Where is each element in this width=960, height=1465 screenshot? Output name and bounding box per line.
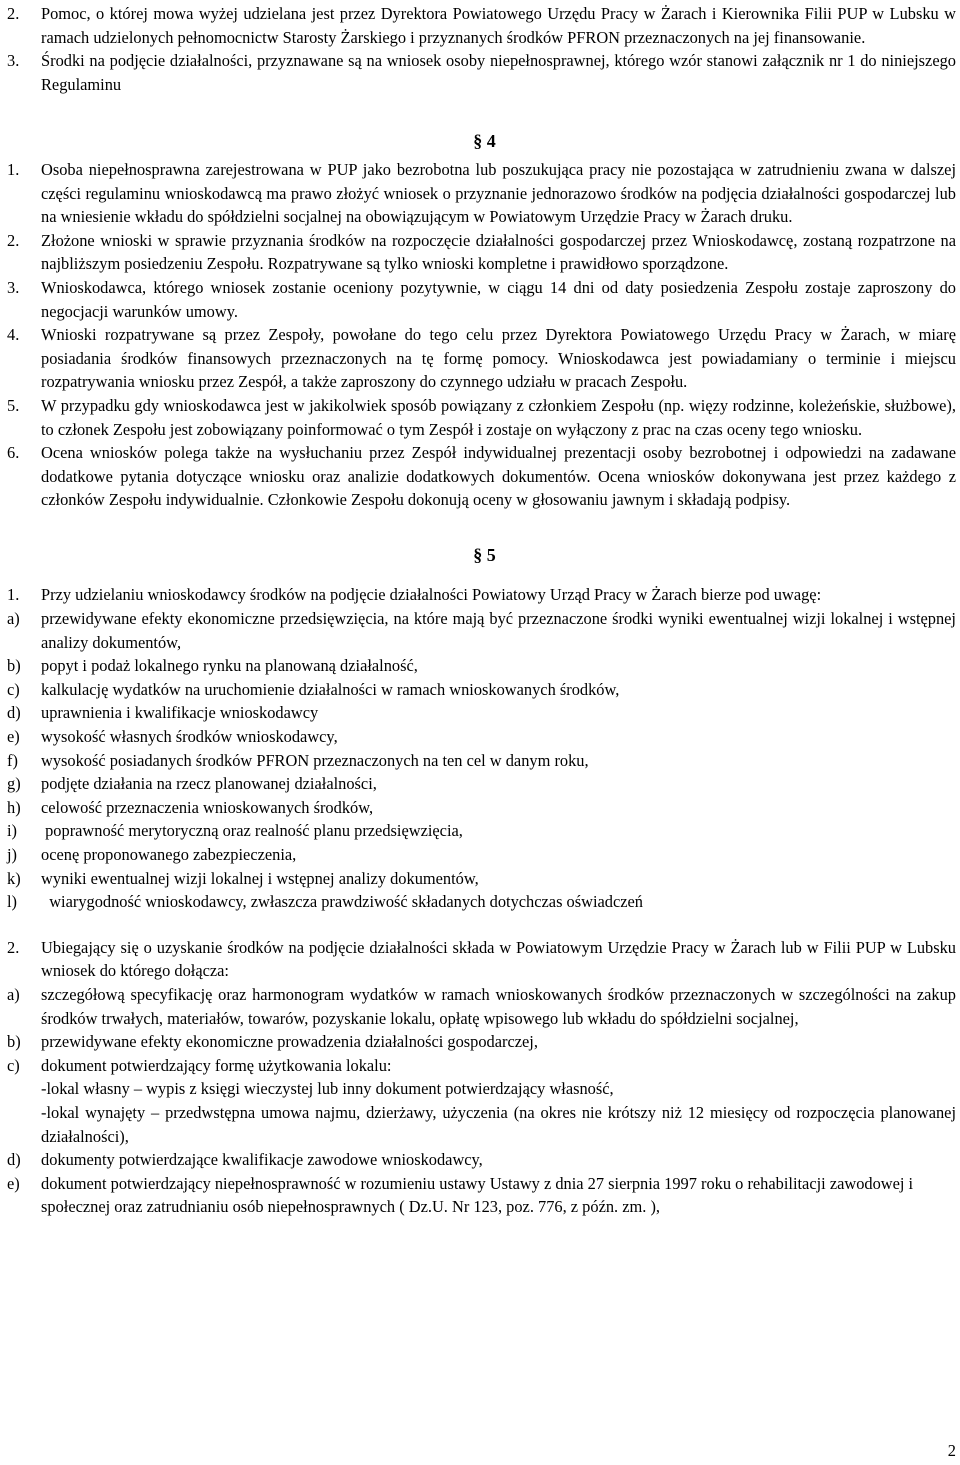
item-number: 1.: [7, 585, 20, 605]
item-number: 2.: [7, 230, 20, 250]
item-text: szczegółową specyfikację oraz harmonogram wydatków w ramach wnioskowanych środków przeznaczonych w szczególności na zakup środków trwałych, materiałów, towarów, pozyskanie lokalu, opłatę wpisowego lub wkładu do spółdzielni socjalnej,: [41, 984, 956, 1028]
item-text: ocenę proponowanego zabezpieczenia,: [41, 845, 297, 864]
item-text: Złożone wnioski w sprawie przyznania środków na rozpoczęcie działalności gospodarczej przez Wnioskodawcę, zostaną rozpatrzone na najbliższym posiedzeniu Zespołu. Rozpatrywane są tylko wnioski kompletne i prawidłowo sporządzone.: [41, 230, 956, 274]
sub-list-item: [7, 819, 956, 843]
sub-list-item: [7, 843, 956, 867]
list-item: [7, 394, 956, 441]
item-letter: d): [7, 703, 21, 723]
sub-list-item: [7, 1054, 956, 1148]
item-letter: a): [7, 984, 20, 1004]
sub-list-item: [7, 796, 956, 820]
item-text: popyt i podaż lokalnego rynku na planowaną działalność,: [41, 656, 418, 676]
sub-list-item: [7, 749, 956, 773]
item-letter: e): [7, 1173, 20, 1193]
item-text: W przypadku gdy wnioskodawca jest w jakikolwiek sposób powiązany z członkiem Zespołu (np. więzy rodzinne, koleżeńskie, służbowe), to członek Zespołu jest zobowiązany poinformować o tym Zespół i zostaje on wyłączony z prac na czas oceny tego wniosku.: [41, 395, 956, 439]
item-text: Przy udzielaniu wnioskodawcy środków na podjęcie działalności Powiatowy Urząd Pracy w Żarach bierze pod uwagę:: [41, 585, 822, 605]
list-item: [7, 936, 956, 983]
item-text: celowość przeznaczenia wnioskowanych środków,: [41, 797, 374, 817]
item-text: podjęte działania na rzecz planowanej działalności,: [41, 774, 377, 794]
list-item: [7, 49, 956, 96]
section-5-point-2: [7, 936, 956, 1219]
list-item: [7, 158, 956, 229]
sub-list-item: [7, 725, 956, 749]
item-letter: j): [7, 845, 18, 864]
sub-list-item: [7, 1172, 956, 1219]
spacer: [7, 914, 956, 936]
sub-list-item: [7, 867, 956, 891]
item-number: 6.: [7, 443, 20, 463]
item-number: 5.: [7, 395, 20, 415]
item-number: 3.: [7, 51, 20, 71]
item-number: 4.: [7, 325, 20, 345]
item-letter: l): [7, 892, 18, 912]
item-text: Środki na podjęcie działalności, przyznawane są na wniosek osoby niepełnosprawnej, którego wzór stanowi załącznik nr 1 do niniejszego Regulaminu: [41, 51, 956, 94]
sub-point-own-premises: -lokal własny – wypis z księgi wieczystej lub inny dokument potwierdzający własność,: [41, 1079, 614, 1099]
sub-list-item: [7, 1030, 956, 1054]
item-text: przewidywane efekty ekonomiczne przedsięwzięcia, na które mają być przeznaczone środki wyniki ewentualnej wizji lokalnej i wstępnej analizy dokumentów,: [41, 609, 956, 652]
item-text: wysokość własnych środków wnioskodawcy,: [41, 727, 338, 747]
item-letter: b): [7, 656, 21, 676]
top-list: [7, 2, 956, 96]
sub-list-item: [7, 607, 956, 654]
list-item: [7, 441, 956, 512]
item-text: przewidywane efekty ekonomiczne prowadzenia działalności gospodarczej,: [41, 1032, 538, 1052]
list-item: [7, 276, 956, 323]
section-4-list: [7, 158, 956, 512]
item-text: dokument potwierdzający formę użytkowania lokalu:: [41, 1055, 392, 1075]
item-text: Osoba niepełnosprawna zarejestrowana w PUP jako bezrobotna lub poszukująca pracy nie pozostająca w zatrudnieniu zwana w dalszej części regulaminu wnioskodawcą ma prawo złożyć wniosek o przyznanie jednorazowo środków na podjęcia działalności gospodarczej lub na wniesienie wkładu do spółdzielni socjalnej na obowiązującym w Powiatowym Urzędzie Pracy w Żarach druku.: [41, 159, 956, 227]
sub-list-item: [7, 654, 956, 678]
section-heading-5: § 5: [473, 544, 496, 565]
item-letter: b): [7, 1032, 21, 1052]
item-letter: a): [7, 609, 20, 629]
item-letter: h): [7, 797, 21, 817]
item-text: kalkulację wydatków na uruchomienie działalności w ramach wnioskowanych środków,: [41, 679, 620, 699]
item-text: Pomoc, o której mowa wyżej udzielana jest przez Dyrektora Powiatowego Urzędu Pracy w Żarach i Kierownika Filii PUP w Lubsku w ramach udzielonych pełnomocnictw Starosty Żarskiego i przyznanych środków PFRON przeznaczonych na jej finansowanie.: [41, 4, 956, 47]
sub-point-rented-premises: -lokal wynajęty – przedwstępna umowa najmu, dzierżawy, użyczenia (na okres nie krótszy niż 12 miesięcy od rozpoczęcia planowanej działalności),: [41, 1102, 956, 1146]
sub-list-item: [7, 1148, 956, 1172]
item-number: 2.: [7, 4, 20, 23]
item-letter: c): [7, 679, 20, 699]
item-letter: f): [7, 750, 18, 770]
item-number: 1.: [7, 159, 20, 179]
item-text: Wnioskodawca, którego wniosek zostanie oceniony pozytywnie, w ciągu 14 dni od daty posiedzenia Zespołu zostaje zaproszony do negocjacji warunków umowy.: [41, 277, 956, 321]
item-number: 3.: [7, 277, 20, 297]
item-text-block: [41, 1054, 956, 1148]
list-item: [7, 229, 956, 276]
item-text: uprawnienia i kwalifikacje wnioskodawcy: [41, 703, 319, 723]
item-text: dokumenty potwierdzające kwalifikacje zawodowe wnioskodawcy,: [41, 1150, 483, 1170]
item-letter: e): [7, 727, 20, 747]
item-text: wysokość posiadanych środków PFRON przeznaczonych na ten cel w danym roku,: [41, 750, 589, 770]
item-text: poprawność merytoryczną oraz realność planu przedsięwzięcia,: [41, 821, 463, 841]
item-text: Ocena wniosków polega także na wysłuchaniu przez Zespół indywidualnej prezentacji osoby bezrobotnej i odpowiedzi na zadawane dodatkowe pytania dotyczące wniosku oraz analizie dodatkowych dokumentów. Ocena wniosków dokonywana jest przez każdego z członków Zespołu indywidualnie. Członkowie Zespołu dokonują oceny w głosowaniu jawnym i składają podpisy.: [41, 443, 956, 510]
list-item: [7, 583, 956, 607]
section-heading-4: § 4: [473, 131, 496, 152]
item-text: wyniki ewentualnej wizji lokalnej i wstępnej analizy dokumentów,: [41, 868, 479, 888]
item-text: Ubiegający się o uzyskanie środków na podjęcie działalności składa w Powiatowym Urzędzie Pracy w Żarach lub w Filii PUP w Lubsku wniosek do którego dołącza:: [41, 937, 956, 981]
sub-list-item: [7, 983, 956, 1030]
item-number: 2.: [7, 937, 20, 957]
item-letter: k): [7, 868, 21, 888]
list-item: [7, 2, 956, 49]
section-5-point-1: [7, 583, 956, 913]
item-text: wiarygodność wnioskodawcy, zwłaszcza prawdziwość składanych dotychczas oświadczeń: [41, 892, 643, 912]
sub-list-item: [7, 772, 956, 796]
item-text: dokument potwierdzający niepełnosprawność w rozumieniu ustawy Ustawy z dnia 27 sierpnia 1997 roku o rehabilitacji zawodowej i społecznej oraz zatrudnianiu osób niepełnosprawnych ( Dz.U. Nr 123, poz. 776, z późn. zm. ),: [41, 1173, 914, 1217]
item-text: Wnioski rozpatrywane są przez Zespoły, powołane do tego celu przez Dyrektora Powiatowego Urzędu Pracy w Żarach, w miarę posiadania środków finansowych przeznaczonych na tę formę pomocy. Wnioskodawca jest powiadamiany o terminie i miejscu rozpatrywania wniosku przez Zespół, a także zaproszony do czynnego udziału w pracach Zespołu.: [41, 325, 956, 392]
sub-list-item: [7, 678, 956, 702]
item-letter: d): [7, 1150, 21, 1170]
page-number: 2: [947, 1441, 956, 1461]
item-letter: g): [7, 774, 21, 794]
list-item: [7, 323, 956, 394]
item-letter: i): [7, 821, 18, 841]
sub-list-item: [7, 890, 956, 914]
item-letter: c): [7, 1055, 20, 1075]
sub-list-item: [7, 701, 956, 725]
